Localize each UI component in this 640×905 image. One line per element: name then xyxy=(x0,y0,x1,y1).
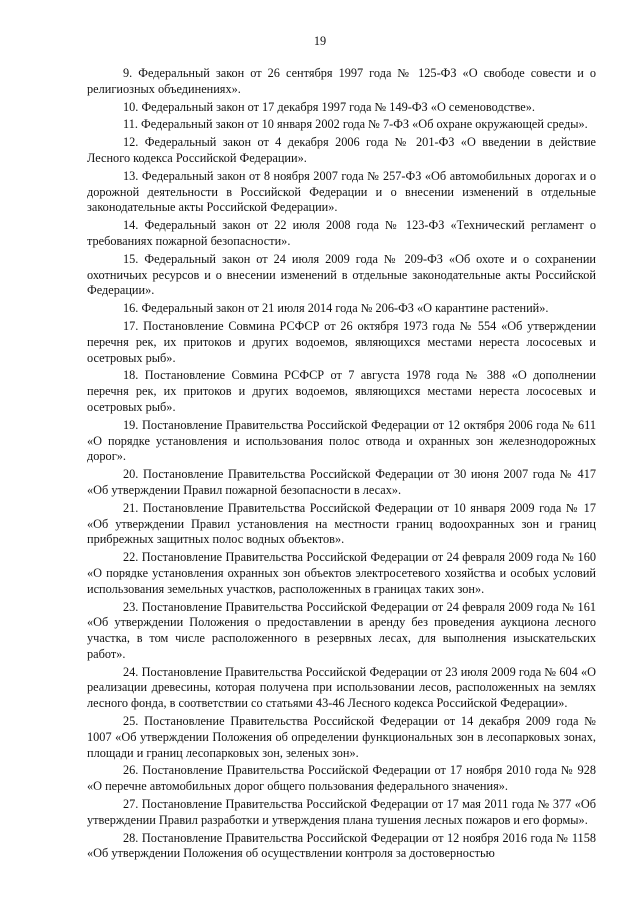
list-item-number: 23 . xyxy=(123,600,142,614)
list-item xyxy=(87,550,596,597)
list-item-text: Федеральный закон от 8 ноября 2007 года № 257-ФЗ «Об автомобильных дорогах и о дорожной деятельности в Российской Федерации и о внесении изменений в отдельные законодательные акты Российской Федерации». xyxy=(87,168,596,215)
list-item xyxy=(87,252,596,299)
list-item xyxy=(87,714,596,761)
list-item-text: Постановление Правительства Российской Федерации от 24 февраля 2009 года № 160 «О порядке установления охранных зон объектов электросетевого хозяйства и особых условий использования земельных участков, расположенных в границах таких зон». xyxy=(87,550,596,596)
list-item-text: Постановление Правительства Российской Федерации от 12 октября 2006 года № 611 «О порядке установления и использования полос отвода и охранных зон железнодорожных дорог». xyxy=(87,417,596,464)
list-item xyxy=(87,797,596,829)
list-item-text: Постановление Правительства Российской Федерации от 10 января 2009 года № 17 «Об утверждении Правил установления на местности границ водоохранных зон и границ прибрежных защитных полос водных объектов». xyxy=(87,500,596,547)
list-item-number: 24 . xyxy=(123,665,142,679)
list-item-text: Федеральный закон от 17 декабря 1997 года № 149-ФЗ «О семеноводстве». xyxy=(141,99,535,114)
list-item xyxy=(87,418,596,465)
list-item xyxy=(87,100,596,116)
list-item-number: 19 . xyxy=(123,418,142,432)
list-item xyxy=(87,501,596,548)
list-item xyxy=(87,169,596,216)
list-item-number: 26 . xyxy=(123,763,142,777)
list-item-number: 21 . xyxy=(123,501,143,515)
list-item-number: 25 . xyxy=(123,714,144,728)
list-item-text: Федеральный закон от 10 января 2002 года № 7-ФЗ «Об охране окружающей среды». xyxy=(141,117,588,132)
list-item-number: 11 . xyxy=(123,117,141,131)
list-item xyxy=(87,66,596,98)
list-item-number: 10 . xyxy=(123,100,141,114)
page-number: 19 xyxy=(313,34,327,48)
list-item-number: 15 . xyxy=(123,252,144,266)
list-item xyxy=(87,600,596,663)
list-item xyxy=(87,135,596,167)
list-item-number: 17 . xyxy=(123,319,143,333)
list-item-text: Постановление Правительства Российской Федерации от 14 декабря 2009 года № 1007 «Об утверждении Положения об определении функциональных зон в лесопарковых зонах, площади и границ лесопарковых зон, зеленых зон». xyxy=(87,714,596,760)
list-item-text: Федеральный закон от 24 июля 2009 года № 209-ФЗ «Об охоте и о сохранении охотничьих ресурсов и о внесении изменений в отдельные законодательные акты Российской Федерации». xyxy=(87,251,597,298)
list-item-text: Постановление Совмина РСФСР от 26 октября 1973 года № 554 «Об утверждении перечня рек, их притоков и других водоемов, являющихся местами нереста лососевых и осетровых рыб». xyxy=(87,318,596,365)
list-item-text: Федеральный закон от 4 декабря 2006 года № 201-ФЗ «О введении в действие Лесного кодекса Российской Федерации». xyxy=(87,135,596,165)
list-item-number: 9 . xyxy=(123,66,138,80)
list-item-text: Постановление Правительства Российской Федерации от 24 февраля 2009 года № 161 «Об утверждении Положения о предоставлении в аренду без проведения аукциона лесного участка, в том числе расположенного в резервных лесах, для выполнения изыскательских работ». xyxy=(87,599,596,661)
list-item-number: 16 . xyxy=(123,301,141,315)
list-item-number: 22 . xyxy=(123,550,142,564)
list-item-text: Постановление Правительства Российской Федерации от 30 июня 2007 года № 417 «Об утверждении Правил пожарной безопасности в лесах». xyxy=(87,467,597,497)
list-item xyxy=(87,319,596,366)
list-item-number: 18 . xyxy=(123,368,145,382)
list-item xyxy=(87,117,596,133)
list-item-number: 27 . xyxy=(123,797,142,811)
list-item-text: Федеральный закон от 21 июля 2014 года № 206-ФЗ «О карантине растений». xyxy=(141,301,549,316)
list-item-number: 28 . xyxy=(123,831,142,845)
list-item-number: 20 . xyxy=(123,467,143,481)
list-item xyxy=(87,467,596,499)
list-item-number: 12 . xyxy=(123,135,145,149)
list-item xyxy=(87,665,596,712)
legal-acts-list xyxy=(87,66,596,864)
list-item xyxy=(87,218,596,250)
list-item-text: Постановление Правительства Российской Федерации от 17 мая 2011 года № 377 «Об утверждении Правил разработки и утверждения плана тушения лесных пожаров и его формы». xyxy=(87,797,596,827)
list-item xyxy=(87,368,596,415)
list-item-text: Постановление Правительства Российской Федерации от 23 июля 2009 года № 604 «О реализации древесины, которая получена при использовании лесов, расположенных на землях лесного фонда, в соответствии со статьями 43-46 Лесного кодекса Российской Федерации». xyxy=(87,664,596,711)
list-item-number: 14 . xyxy=(123,218,145,232)
list-item xyxy=(87,301,596,317)
list-item xyxy=(87,763,596,795)
list-item xyxy=(87,831,596,863)
list-item-text: Федеральный закон от 22 июля 2008 года № 123-ФЗ «Технический регламент о требованиях пожарной безопасности». xyxy=(87,218,596,248)
list-item-text: Постановление Совмина РСФСР от 7 августа 1978 года № 388 «О дополнении перечня рек, их притоков и других водоемов, являющихся местами нереста лососевых и осетровых рыб». xyxy=(87,368,596,414)
list-item-text: Федеральный закон от 26 сентября 1997 года № 125-ФЗ «О свободе совести и о религиозных объединениях». xyxy=(87,66,596,96)
list-item-number: 13 . xyxy=(123,169,142,183)
list-item-text: Постановление Правительства Российской Федерации от 17 ноября 2010 года № 928 «О перечне автомобильных дорог общего пользования федерального значения». xyxy=(87,763,596,794)
list-item-text: Постановление Правительства Российской Федерации от 12 ноября 2016 года № 1158 «Об утверждении Положения об осуществлении контроля за достоверностью xyxy=(87,830,596,861)
